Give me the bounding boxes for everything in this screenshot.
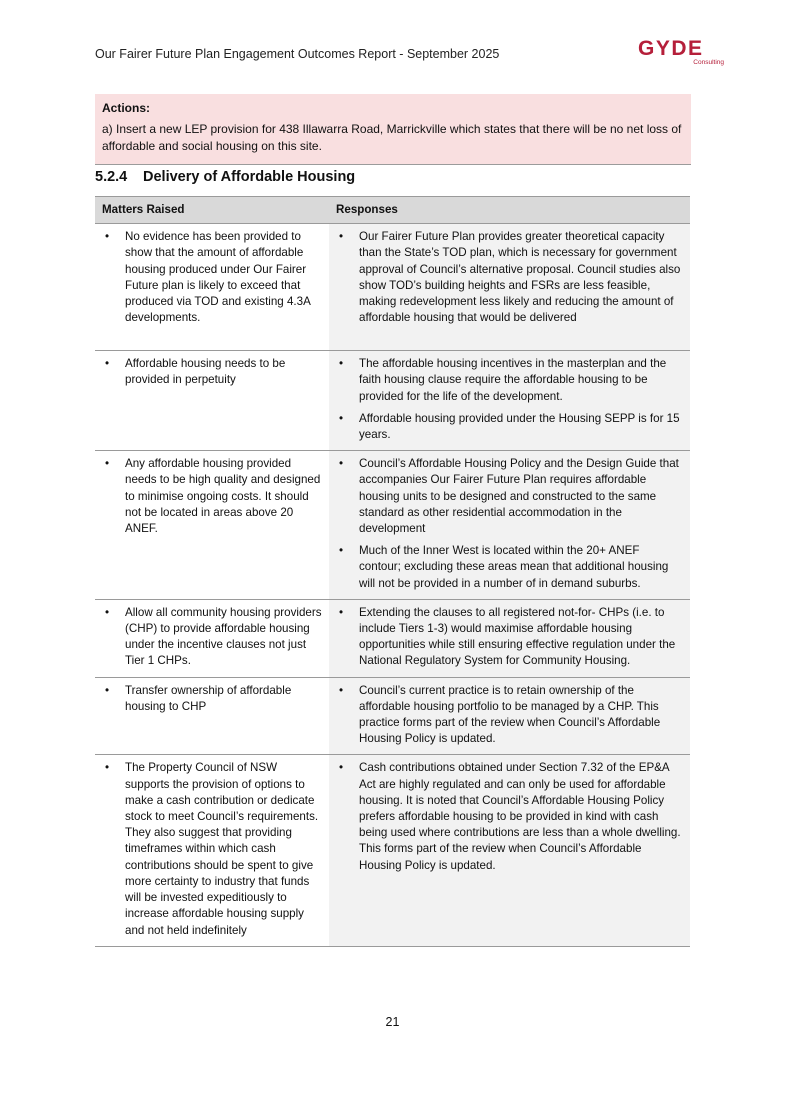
actions-title: Actions:: [102, 101, 150, 115]
responses-cell: [329, 599, 690, 677]
list-item: [101, 683, 323, 715]
response-text: Affordable housing provided under the Housing SEPP is for 15 years.: [359, 411, 680, 442]
list-item: [335, 229, 684, 326]
bullet-icon: •: [105, 605, 110, 619]
response-text: Our Fairer Future Plan provides greater theoretical capacity than the State’s TOD plan, which is necessary for government approval of Council’s alternative proposal. Council studies also show TOD’s building heights and FSRs are less feasible, making redevelopment less likely and reducing the amount of affordable housing that would be delivered: [359, 230, 681, 325]
bullet-icon: •: [105, 357, 110, 371]
list-item: [335, 543, 684, 592]
list-item: [335, 760, 684, 873]
bullet-icon: •: [339, 357, 344, 371]
section-number: 5.2.4: [95, 169, 128, 185]
response-text: The affordable housing incentives in the masterplan and the faith housing clause require the affordable housing to be provided for the life of the development.: [359, 357, 667, 403]
matter-text: Any affordable housing provided needs to be high quality and designed to minimise ongoing costs. It should not be located in areas above 20 ANEF.: [125, 457, 321, 536]
bullet-icon: •: [339, 411, 344, 425]
bullet-icon: •: [339, 544, 344, 558]
table-row: [95, 677, 690, 755]
table-row: [95, 351, 690, 451]
list-item: [335, 456, 684, 537]
bullet-icon: •: [339, 761, 344, 775]
bullet-icon: •: [339, 605, 344, 619]
response-text: Cash contributions obtained under Section 7.32 of the EP&A Act are highly regulated and can only be used for affordable housing. It is noted that Council’s Affordable Housing Policy prefers affordable housing to be provided in kind with cash being used where contributions are less than a whole dwelling. This forms part of the review when Council’s Affordable Housing Policy is updated.: [359, 761, 681, 872]
section-heading: [95, 169, 355, 185]
bullet-icon: •: [339, 230, 344, 244]
bullet-icon: •: [339, 457, 344, 471]
responses-cell: [329, 677, 690, 755]
table-row: [95, 755, 690, 946]
list-item: [101, 229, 323, 326]
gyde-logo: [638, 38, 728, 68]
matter-text: Affordable housing needs to be provided in perpetuity: [125, 357, 286, 387]
responses-cell: [329, 755, 690, 946]
matters-cell: [95, 224, 329, 351]
response-text: Extending the clauses to all registered not-for- CHPs (i.e. to include Tiers 1-3) would maximise affordable housing opportunities while still ensuring effective regulation under the National Regulatory System for Community Housing.: [359, 605, 676, 668]
responses-cell: [329, 224, 690, 351]
column-header-matters: Matters Raised: [95, 197, 329, 224]
page-number: 21: [385, 1015, 400, 1029]
matter-text: Transfer ownership of affordable housing to CHP: [125, 683, 292, 713]
matter-text: Allow all community housing providers (CHP) to provide affordable housing under the incentive clauses not just Tier 1 CHPs.: [125, 605, 322, 668]
logo-wordmark: GYDE: [638, 37, 704, 60]
matters-table: [95, 196, 690, 947]
logo-subtext: Consulting: [693, 59, 724, 66]
matters-cell: [95, 677, 329, 755]
list-item: [101, 456, 323, 537]
list-item: [101, 760, 323, 938]
table-row: [95, 599, 690, 677]
matter-text: No evidence has been provided to show that the amount of affordable housing produced under Our Fairer Future plan is likely to exceed that produced via TOD and existing 4.3A developments.: [125, 230, 311, 325]
matters-cell: [95, 351, 329, 451]
list-item: [101, 356, 323, 388]
matter-text: The Property Council of NSW supports the provision of options to make a cash contribution or dedicate stock to meet Council’s requirements. They also suggest that providing timeframes within which cash contributions should be spent to give more certainty to industry that funds will be invested expeditiously to increase affordable housing supply and not held indefinitely: [125, 761, 319, 937]
report-header-title: Our Fairer Future Plan Engagement Outcomes Report - September 2025: [95, 47, 500, 61]
list-item: [335, 411, 684, 443]
actions-box: [95, 94, 691, 165]
list-item: [335, 605, 684, 670]
table-row: [95, 224, 690, 351]
response-text: Much of the Inner West is located within the 20+ ANEF contour; excluding these areas mean that additional housing will not be provided in a number of in demand suburbs.: [359, 544, 669, 590]
responses-cell: [329, 351, 690, 451]
bullet-icon: •: [339, 683, 344, 697]
responses-cell: [329, 451, 690, 600]
bullet-icon: •: [105, 683, 110, 697]
response-text: Council’s Affordable Housing Policy and the Design Guide that accompanies Our Fairer Future Plan requires affordable housing units to be designed and constructed to the same standard as other residential accommodation in the development: [359, 457, 679, 536]
table-header-row: [95, 197, 690, 224]
list-item: [335, 683, 684, 748]
section-title: Delivery of Affordable Housing: [143, 169, 356, 185]
matters-cell: [95, 599, 329, 677]
bullet-icon: •: [105, 761, 110, 775]
response-text: Council’s current practice is to retain ownership of the affordable housing portfolio to be managed by a CHP. This practice forms part of the review when Council’s Affordable Housing Policy is updated.: [359, 683, 661, 746]
matters-cell: [95, 451, 329, 600]
table-row: [95, 451, 690, 600]
column-header-responses: Responses: [329, 197, 690, 224]
list-item: [101, 605, 323, 670]
bullet-icon: •: [105, 457, 110, 471]
actions-text: a) Insert a new LEP provision for 438 Illawarra Road, Marrickville which states that there will be no net loss of affordable and social housing on this site.: [102, 121, 682, 153]
bullet-icon: •: [105, 230, 110, 244]
list-item: [335, 356, 684, 405]
matters-cell: [95, 755, 329, 946]
